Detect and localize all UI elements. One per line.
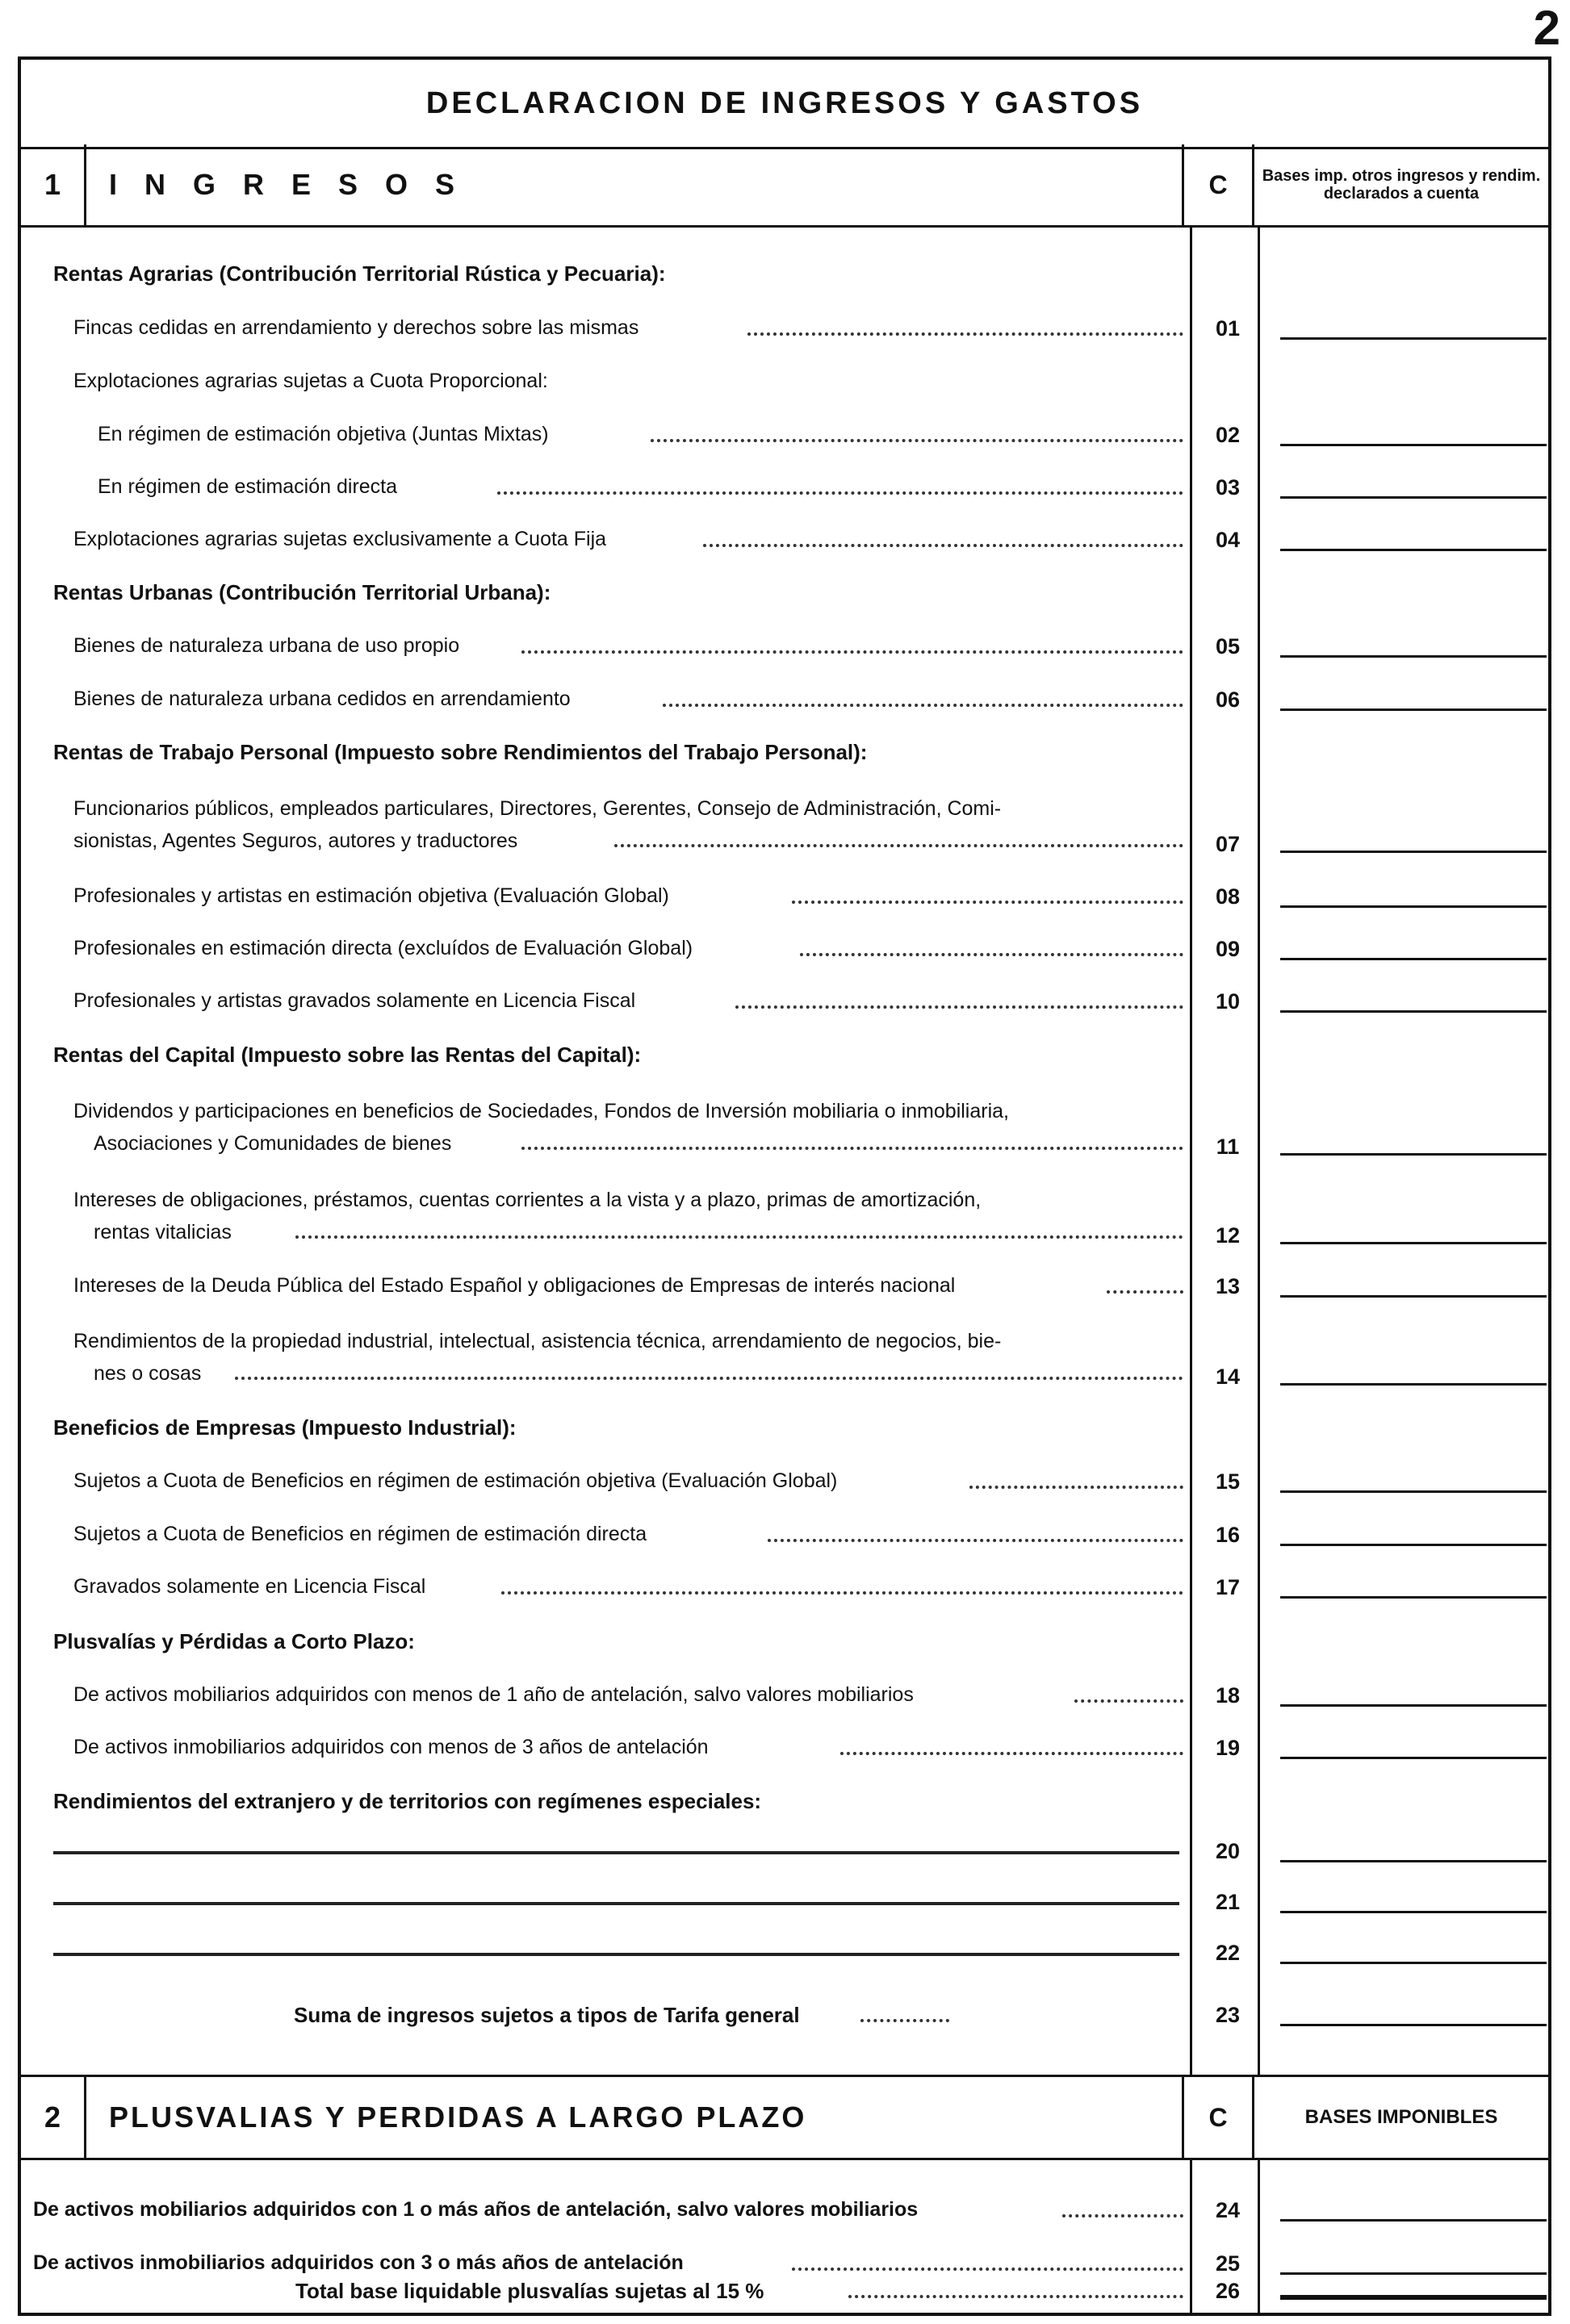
section-1-header [21,144,1548,228]
row-04-code: 04 [1215,528,1241,552]
row-05-dots [521,650,1183,654]
row-06-amount-field[interactable] [1280,708,1547,711]
section-1-number: 1 [21,144,86,225]
form-title: DECLARACION DE INGRESOS Y GASTOS [21,60,1548,149]
row-14-code: 14 [1215,1365,1241,1389]
row-01-amount-field[interactable] [1280,337,1547,340]
row-23-label: Suma de ingresos sujetos a tipos de Tarifa general [294,2003,800,2027]
row-05-amount-field[interactable] [1280,655,1547,658]
row-08-code: 08 [1215,884,1241,909]
row-15-code: 15 [1215,1469,1241,1494]
row-13-amount-field[interactable] [1280,1295,1547,1298]
row-18-code: 18 [1215,1683,1241,1707]
row-16-dots [768,1539,1183,1542]
row-09-label: Profesionales en estimación directa (excluídos de Evaluación Global) [73,937,693,959]
row-01-dots [747,332,1183,336]
row-14-label-line1: Rendimientos de la propiedad industrial, intelectual, asistencia técnica, arrendamiento de negocios, bie- [73,1330,1002,1352]
group-rentas-trabajo: Rentas de Trabajo Personal (Impuesto sobre Rendimientos del Trabajo Personal): [53,740,868,764]
row-25-amount-field[interactable] [1280,2272,1547,2275]
row-17-label: Gravados solamente en Licencia Fiscal [73,1575,426,1598]
row-23-dots [860,2019,949,2022]
row-15-label: Sujetos a Cuota de Beneficios en régimen de estimación objetiva (Evaluación Global) [73,1469,838,1492]
row-04-label: Explotaciones agrarias sujetas exclusivamente a Cuota Fija [73,528,607,550]
row-09-dots [800,953,1183,956]
row-26-amount-field[interactable] [1280,2295,1547,2300]
row-26-code: 26 [1215,2279,1241,2303]
row-26-dots [848,2295,1183,2298]
row-19-dots [840,1752,1183,1755]
row-25-dots [792,2268,1183,2271]
row-24-code: 24 [1215,2198,1241,2222]
section-2-amount-header: BASES IMPONIBLES [1304,2106,1498,2128]
row-13-dots [1107,1290,1183,1294]
row-12-label-line2: rentas vitalicias [94,1221,232,1244]
section-1-code-header: C [1182,144,1254,225]
row-03-dots [497,491,1183,495]
row-07-dots [614,844,1183,847]
section-1-amount-header: Bases imp. otros ingresos y rendim. declarados a cuenta [1262,167,1541,203]
row-10-code: 10 [1215,989,1241,1014]
row-10-amount-field[interactable] [1280,1010,1547,1013]
row-04-dots [703,544,1183,547]
row-23-code: 23 [1215,2003,1241,2027]
row-01-label: Fincas cedidas en arrendamiento y derechos sobre las mismas [73,316,639,339]
row-23-amount-field[interactable] [1280,2024,1547,2026]
row-05-label: Bienes de naturaleza urbana de uso propio [73,634,460,657]
row-11-dots [521,1147,1183,1150]
row-03-amount-field[interactable] [1280,496,1547,499]
row-13-code: 13 [1215,1274,1241,1298]
row-02-label: En régimen de estimación objetiva (Juntas Mixtas) [98,423,549,445]
row-11-code: 11 [1216,1135,1240,1159]
row-22-blank-line[interactable] [53,1953,1179,1956]
row-25-code: 25 [1215,2251,1241,2276]
row-07-label-line2: sionistas, Agentes Seguros, autores y traductores [73,830,518,852]
group-rentas-agrarias: Rentas Agrarias (Contribución Territorial Rústica y Pecuaria): [53,261,666,286]
section-2-number: 2 [21,2077,86,2158]
page-number: 2 [1533,1,1560,55]
row-11-label-line2: Asociaciones y Comunidades de bienes [94,1132,452,1155]
section-2-title: PLUSVALIAS Y PERDIDAS A LARGO PLAZO [109,2100,807,2134]
row-14-dots [235,1377,1183,1380]
group-plusvalias-corto: Plusvalías y Pérdidas a Corto Plazo: [53,1629,415,1653]
row-24-label: De activos mobiliarios adquiridos con 1 o más años de antelación, salvo valores mobiliarios [33,2198,919,2221]
row-03-label: En régimen de estimación directa [98,475,398,498]
row-07-label-line1: Funcionarios públicos, empleados particulares, Directores, Gerentes, Consejo de Administración, Comi- [73,797,1002,820]
row-18-amount-field[interactable] [1280,1704,1547,1707]
row-20-blank-line[interactable] [53,1851,1179,1854]
group-rentas-urbanas: Rentas Urbanas (Contribución Territorial Urbana): [53,580,551,604]
row-15-dots [969,1486,1183,1489]
row-13-label: Intereses de la Deuda Pública del Estado Español y obligaciones de Empresas de interés nacional [73,1274,956,1297]
row-03-code: 03 [1215,475,1241,499]
row-12-label-line1: Intereses de obligaciones, préstamos, cuentas corrientes a la vista y a plazo, primas de amortización, [73,1189,982,1211]
section-1-title: I N G R E S O S [109,168,465,201]
row-21-blank-line[interactable] [53,1902,1179,1905]
row-17-dots [501,1591,1183,1595]
row-06-label: Bienes de naturaleza urbana cedidos en arrendamiento [73,688,571,710]
row-09-amount-field[interactable] [1280,958,1547,960]
row-18-dots [1074,1699,1183,1703]
row-04-amount-field[interactable] [1280,549,1547,551]
row-18-label: De activos mobiliarios adquiridos con menos de 1 año de antelación, salvo valores mobiliarios [73,1683,914,1706]
row-06-dots [663,704,1183,707]
row-25-label: De activos inmobiliarios adquiridos con 3 o más años de antelación [33,2251,684,2274]
row-24-amount-field[interactable] [1280,2219,1547,2222]
row-14-label-line2: nes o cosas [94,1362,202,1385]
row-12-code: 12 [1215,1223,1241,1248]
row-11-label-line1: Dividendos y participaciones en beneficios de Sociedades, Fondos de Inversión mobiliaria o inmobiliaria, [73,1100,1009,1122]
row-22-amount-field[interactable] [1280,1962,1547,1964]
row-07-amount-field[interactable] [1280,851,1547,853]
row-14-amount-field[interactable] [1280,1383,1547,1386]
row-10-label: Profesionales y artistas gravados solamente en Licencia Fiscal [73,989,636,1012]
row-19-code: 19 [1215,1736,1241,1760]
section-2-code-header: C [1182,2077,1254,2158]
row-08-label: Profesionales y artistas en estimación objetiva (Evaluación Global) [73,884,669,907]
row-17-code: 17 [1215,1575,1241,1599]
row-16-code: 16 [1215,1523,1241,1547]
subgroup-explotaciones: Explotaciones agrarias sujetas a Cuota Proporcional: [73,370,548,392]
row-17-amount-field[interactable] [1280,1596,1547,1599]
code-column-left-border [1190,225,1192,2075]
row-11-amount-field[interactable] [1280,1153,1547,1156]
row-01-code: 01 [1215,316,1241,341]
row-07-code: 07 [1215,832,1241,856]
row-08-amount-field[interactable] [1280,905,1547,908]
row-02-amount-field[interactable] [1280,444,1547,446]
row-12-amount-field[interactable] [1280,1242,1547,1244]
row-19-label: De activos inmobiliarios adquiridos con menos de 3 años de antelación [73,1736,709,1758]
group-rentas-capital: Rentas del Capital (Impuesto sobre las Rentas del Capital): [53,1043,642,1067]
row-16-label: Sujetos a Cuota de Beneficios en régimen de estimación directa [73,1523,647,1545]
row-20-amount-field[interactable] [1280,1860,1547,1862]
row-22-code: 22 [1215,1941,1241,1965]
row-20-code: 20 [1215,1839,1241,1863]
group-rendimientos-extranjero: Rendimientos del extranjero y de territorios con regímenes especiales: [53,1789,762,1813]
row-16-amount-field[interactable] [1280,1544,1547,1546]
row-21-amount-field[interactable] [1280,1911,1547,1913]
row-26-label: Total base liquidable plusvalías sujetas al 15 % [295,2279,764,2303]
row-24-dots [1062,2214,1183,2217]
row-12-dots [295,1235,1183,1239]
row-09-code: 09 [1215,937,1241,961]
row-05-code: 05 [1215,634,1241,658]
row-19-amount-field[interactable] [1280,1757,1547,1759]
row-02-code: 02 [1215,423,1241,447]
section-2-header [21,2075,1548,2160]
row-06-code: 06 [1215,688,1241,712]
row-08-dots [792,901,1183,904]
row-21-code: 21 [1215,1890,1241,1914]
row-10-dots [735,1005,1183,1009]
row-02-dots [651,439,1183,442]
declaration-form [18,56,1551,2316]
group-beneficios-empresas: Beneficios de Empresas (Impuesto Industrial): [53,1415,517,1440]
code-column-left-border-2 [1190,2158,1192,2316]
row-15-amount-field[interactable] [1280,1490,1547,1493]
